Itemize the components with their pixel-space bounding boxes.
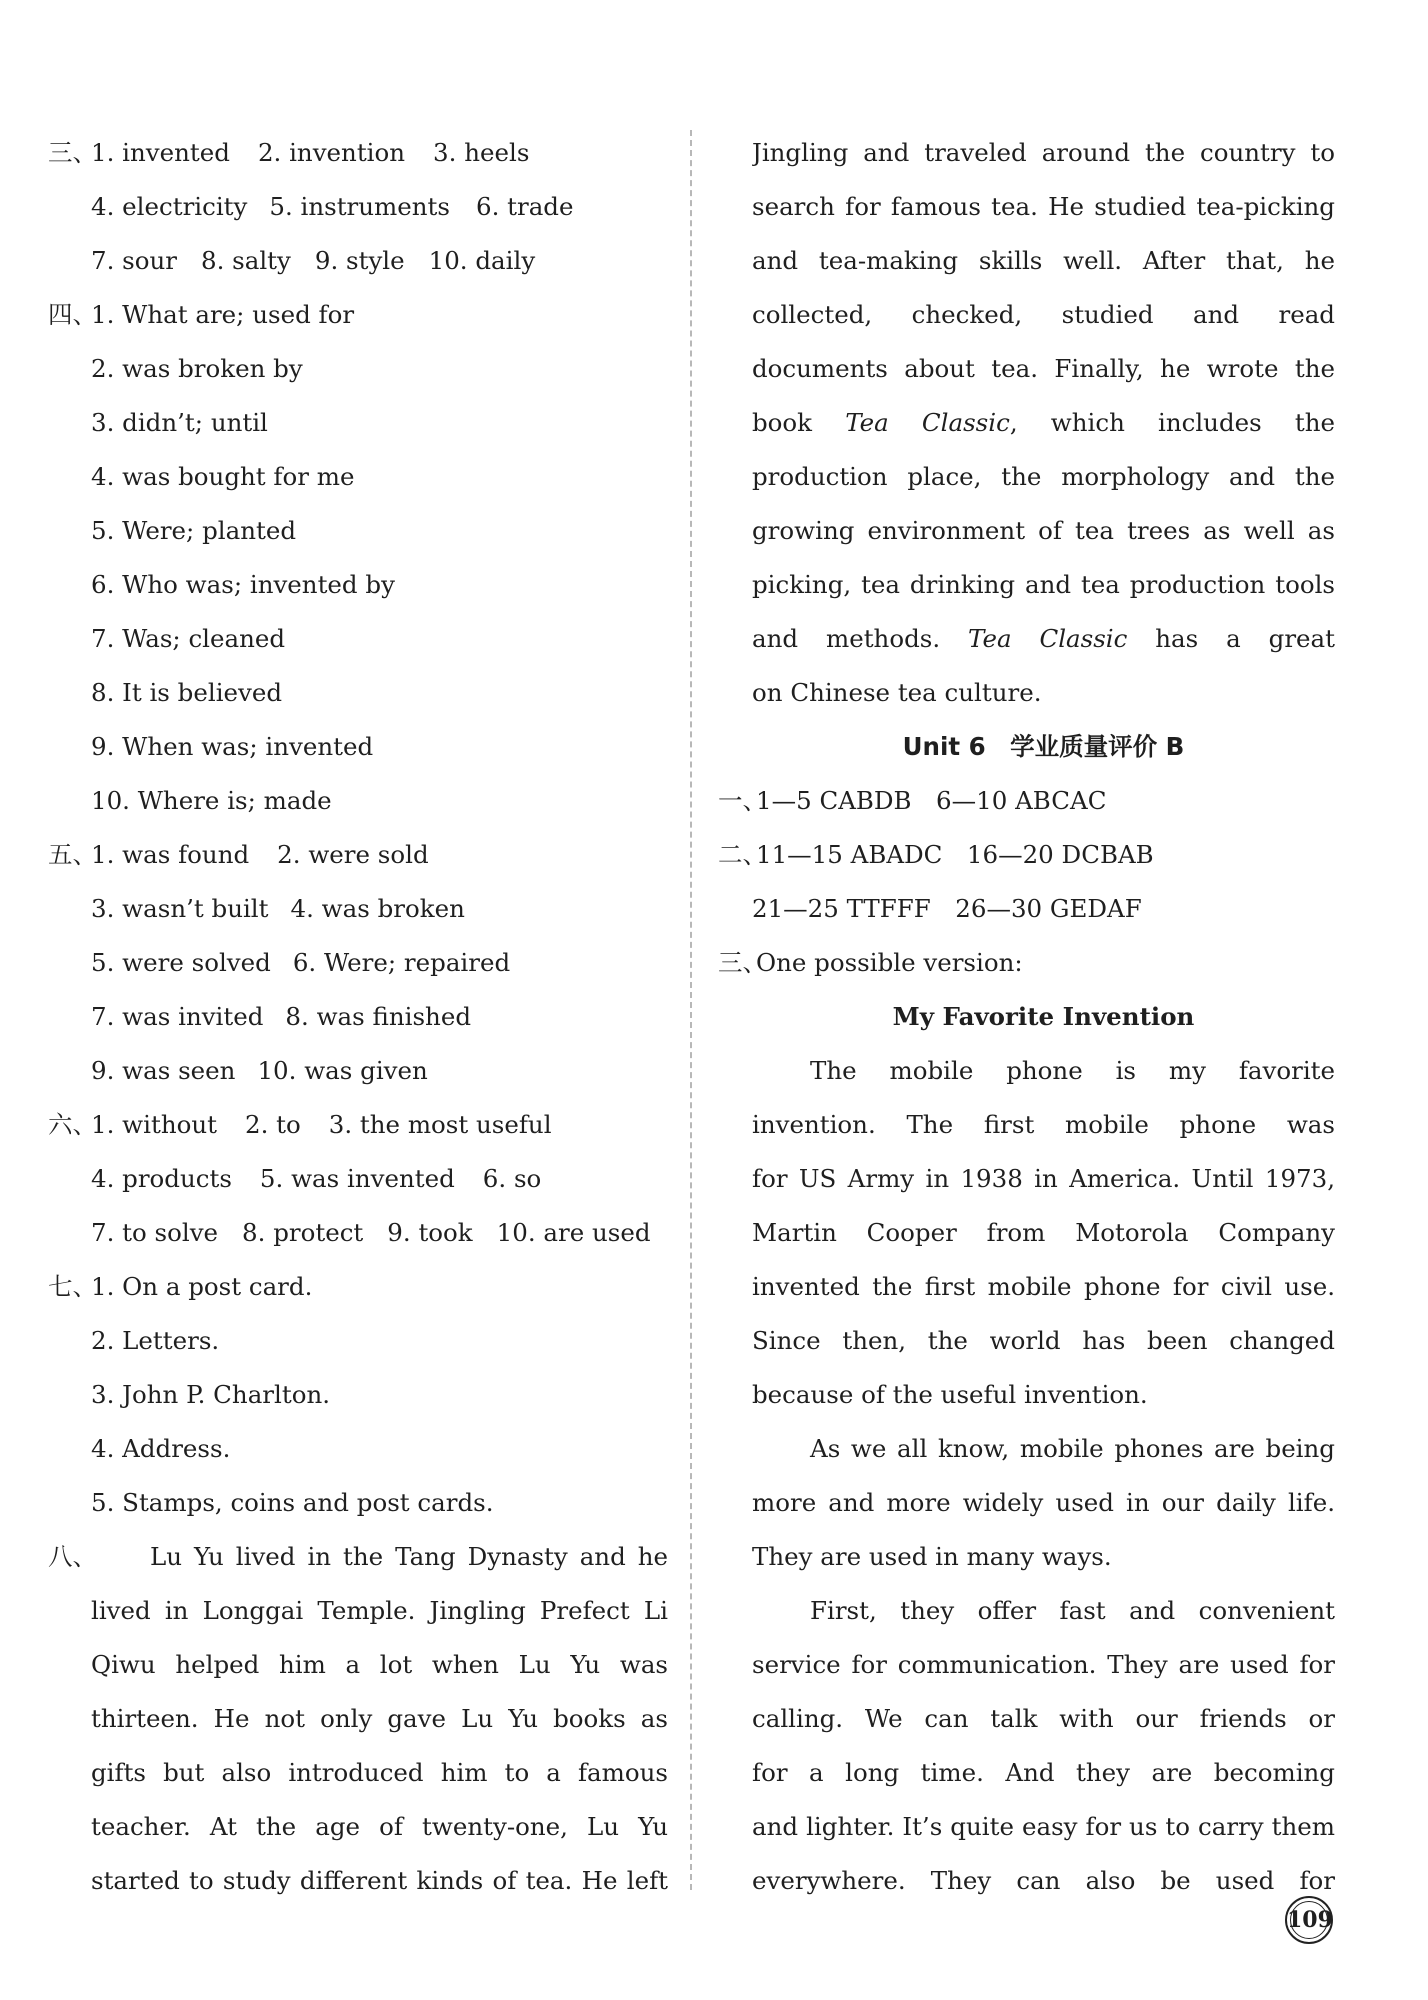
summary-line: lived in Longgai Temple. Jingling Prefect Li bbox=[91, 1596, 668, 1625]
answer: 6. Who was; invented by bbox=[91, 570, 395, 599]
section-3-mark: 三、 bbox=[718, 948, 767, 977]
summary-line: gifts but also introduced him to a famous bbox=[91, 1758, 668, 1787]
essay-line: Martin Cooper from Motorola Company bbox=[752, 1218, 1335, 1247]
summary-line: started to study different kinds of tea. He left bbox=[91, 1866, 668, 1895]
answer: 7. was invited bbox=[91, 1002, 264, 1031]
answer: 1. invented bbox=[91, 138, 230, 167]
answer: 10. daily bbox=[428, 246, 536, 275]
section-5-row-1 bbox=[48, 828, 668, 882]
answer: 10. are used bbox=[496, 1218, 651, 1247]
answer: 21—25 TTFFF 26—30 GEDAF bbox=[752, 894, 1142, 923]
essay-line: and lighter. It’s quite easy for us to carry them bbox=[752, 1812, 1335, 1841]
summary-line: collected, checked, studied and read bbox=[752, 300, 1335, 329]
summary-line: on Chinese tea culture. bbox=[752, 678, 1042, 707]
summary-line: teacher. At the age of twenty-one, Lu Yu bbox=[91, 1812, 668, 1841]
answer: 5. Stamps, coins and post cards. bbox=[91, 1488, 494, 1517]
answer: 4. was bought for me bbox=[91, 462, 355, 491]
essay-line: service for communication. They are used for bbox=[752, 1650, 1335, 1679]
answer: 2. invention bbox=[257, 138, 406, 167]
essay-line: invention. The first mobile phone was bbox=[752, 1110, 1335, 1139]
section-5-row-2 bbox=[48, 882, 668, 936]
section-4-row bbox=[48, 288, 668, 342]
section-6-row-3 bbox=[48, 1206, 668, 1260]
essay-line: for US Army in 1938 in America. Until 1973, bbox=[752, 1164, 1335, 1193]
answer: 11—15 ABADC 16—20 DCBAB bbox=[756, 840, 1154, 869]
section-6-row-1 bbox=[48, 1098, 668, 1152]
answer: 7. to solve bbox=[91, 1218, 219, 1247]
answer: 5. Were; planted bbox=[91, 516, 297, 545]
answer: 9. style bbox=[314, 246, 405, 275]
right-column bbox=[718, 126, 1335, 1908]
section-5-row-5 bbox=[48, 1044, 668, 1098]
answer: 10. was given bbox=[257, 1056, 428, 1085]
summary-line: Jingling and traveled around the country to bbox=[752, 138, 1335, 167]
section-4-mark: 四、 bbox=[48, 300, 97, 329]
summary-line: Qiwu helped him a lot when Lu Yu was bbox=[91, 1650, 668, 1679]
essay-line: calling. We can talk with our friends or bbox=[752, 1704, 1335, 1733]
section-7-mark: 七、 bbox=[48, 1272, 97, 1301]
essay-line: As we all know, mobile phones are being bbox=[810, 1434, 1335, 1463]
essay-line: They are used in many ways. bbox=[752, 1542, 1112, 1571]
text: and methods. bbox=[752, 624, 941, 653]
answer: 1. What are; used for bbox=[91, 300, 355, 329]
unit-title bbox=[752, 720, 1335, 774]
answer-row-3 bbox=[718, 936, 1335, 990]
summary-line-methods bbox=[752, 612, 1335, 666]
answer: 5. were solved bbox=[91, 948, 271, 977]
essay-line: because of the useful invention. bbox=[752, 1380, 1148, 1409]
text: book bbox=[752, 408, 813, 437]
section-3-row-1 bbox=[48, 126, 668, 180]
section-5-mark: 五、 bbox=[48, 840, 97, 869]
answer: 3. the most useful bbox=[328, 1110, 552, 1139]
answer: 2. were sold bbox=[277, 840, 429, 869]
summary-line: production place, the morphology and the bbox=[752, 462, 1335, 491]
book-title: Tea Classic bbox=[968, 624, 1128, 653]
section-6-mark: 六、 bbox=[48, 1110, 97, 1139]
answer-row-1 bbox=[718, 774, 1335, 828]
answer: 3. didn’t; until bbox=[91, 408, 268, 437]
text: , which includes the bbox=[1009, 408, 1335, 437]
section-3-row-2 bbox=[48, 180, 668, 234]
unit-title-text: Unit 6 学业质量评价 B bbox=[902, 732, 1185, 761]
column-divider bbox=[690, 130, 692, 1890]
section-5-row-4 bbox=[48, 990, 668, 1044]
answer: 1. without bbox=[91, 1110, 217, 1139]
answer: 3. John P. Charlton. bbox=[91, 1380, 331, 1409]
answer: 8. salty bbox=[200, 246, 291, 275]
summary-line: documents about tea. Finally, he wrote the bbox=[752, 354, 1335, 383]
summary-line: search for famous tea. He studied tea-picking bbox=[752, 192, 1335, 221]
answer-row-2 bbox=[718, 828, 1335, 882]
answer: 5. instruments bbox=[269, 192, 450, 221]
summary-line: growing environment of tea trees as well as bbox=[752, 516, 1335, 545]
answer: 1. was found bbox=[91, 840, 250, 869]
essay-line: invented the first mobile phone for civil use. bbox=[752, 1272, 1335, 1301]
answer: 10. Where is; made bbox=[91, 786, 332, 815]
answer: 1. On a post card. bbox=[91, 1272, 313, 1301]
summary-line: Lu Yu lived in the Tang Dynasty and he bbox=[150, 1542, 668, 1571]
summary-line: picking, tea drinking and tea production tools bbox=[752, 570, 1335, 599]
answer: 6. so bbox=[482, 1164, 542, 1193]
answer: 8. was finished bbox=[285, 1002, 472, 1031]
answer: 8. protect bbox=[242, 1218, 364, 1247]
section-3-row-3 bbox=[48, 234, 668, 288]
answer: 2. was broken by bbox=[91, 354, 303, 383]
section-5-row-3 bbox=[48, 936, 668, 990]
answer: 2. to bbox=[244, 1110, 301, 1139]
answer: 3. wasn’t built bbox=[91, 894, 269, 923]
answer: One possible version: bbox=[756, 948, 1023, 977]
section-3-mark: 三、 bbox=[48, 138, 97, 167]
essay-line: everywhere. They can also be used for bbox=[752, 1866, 1335, 1895]
answer: 4. was broken bbox=[290, 894, 465, 923]
summary-line: thirteen. He not only gave Lu Yu books as bbox=[91, 1704, 668, 1733]
section-8-row bbox=[48, 1530, 668, 1584]
answer: 9. When was; invented bbox=[91, 732, 374, 761]
essay-line: The mobile phone is my favorite bbox=[810, 1056, 1335, 1085]
summary-line-book bbox=[752, 396, 1335, 450]
book-title: Tea Classic bbox=[845, 408, 1010, 437]
answer: 4. electricity bbox=[91, 192, 248, 221]
answer: 9. took bbox=[387, 1218, 473, 1247]
answer: 2. Letters. bbox=[91, 1326, 220, 1355]
summary-line: and tea-making skills well. After that, he bbox=[752, 246, 1335, 275]
section-1-mark: 一、 bbox=[718, 786, 767, 815]
left-column bbox=[48, 126, 668, 1908]
answer: 4. products bbox=[91, 1164, 232, 1193]
section-6-row-2 bbox=[48, 1152, 668, 1206]
answer: 7. sour bbox=[91, 246, 177, 275]
essay-line: First, they offer fast and convenient bbox=[810, 1596, 1335, 1625]
answer: 6. Were; repaired bbox=[292, 948, 511, 977]
page-number: 109 bbox=[1285, 1896, 1333, 1944]
answer: 4. Address. bbox=[91, 1434, 231, 1463]
answer: 8. It is believed bbox=[91, 678, 283, 707]
answer: 6. trade bbox=[475, 192, 574, 221]
answer: 7. Was; cleaned bbox=[91, 624, 286, 653]
essay-line: for a long time. And they are becoming bbox=[752, 1758, 1335, 1787]
section-8-mark: 八、 bbox=[48, 1542, 97, 1571]
answer: 9. was seen bbox=[91, 1056, 236, 1085]
essay-title: My Favorite Invention bbox=[892, 1002, 1195, 1031]
essay-line: more and more widely used in our daily life. bbox=[752, 1488, 1335, 1517]
essay-line: Since then, the world has been changed bbox=[752, 1326, 1335, 1355]
text: has a great bbox=[1155, 624, 1335, 653]
answer: 3. heels bbox=[433, 138, 530, 167]
answer: 5. was invented bbox=[259, 1164, 455, 1193]
answer: 1—5 CABDB 6—10 ABCAC bbox=[756, 786, 1107, 815]
section-2-mark: 二、 bbox=[718, 840, 767, 869]
section-7-row bbox=[48, 1260, 668, 1314]
